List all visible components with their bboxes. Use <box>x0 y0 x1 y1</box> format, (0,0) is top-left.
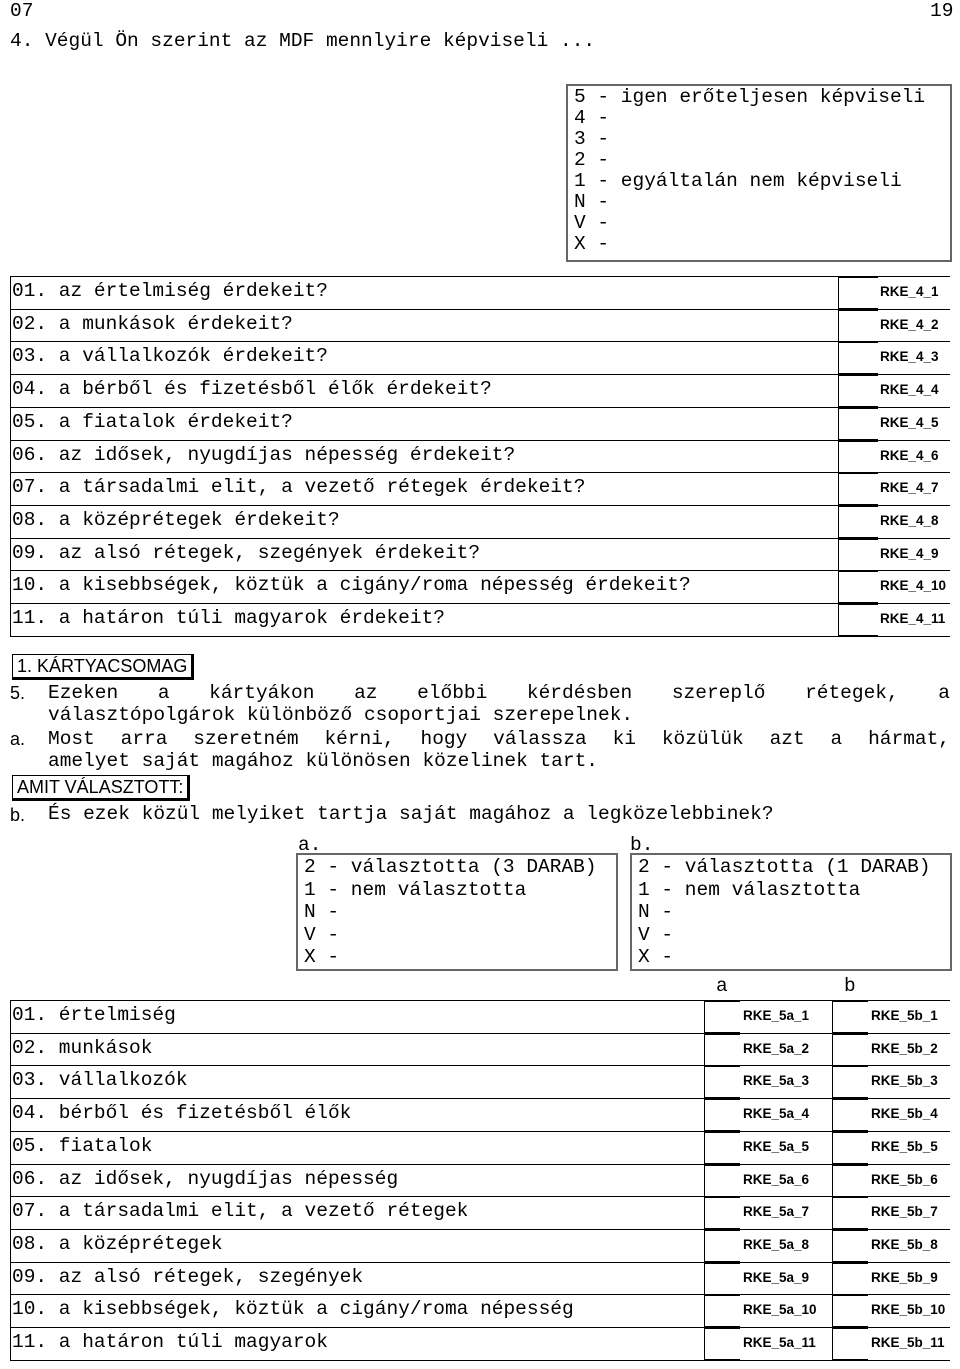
q5b-row-code: RKE_5b_11 <box>871 1335 945 1350</box>
q4-answer-cell[interactable] <box>838 604 878 636</box>
q4-row-code: RKE_4_6 <box>880 448 939 463</box>
q5a-row-code: RKE_5a_7 <box>743 1204 810 1219</box>
q5-row-label: 01. értelmiség <box>12 1004 176 1026</box>
q5b-answer-cell[interactable] <box>832 1328 868 1360</box>
q5a-line2: amelyet saját magához különösen közelinek tart. <box>48 750 598 772</box>
q5-row-label: 07. a társadalmi elit, a vezető rétegek <box>12 1200 469 1222</box>
q4-scale-option: V - <box>574 212 610 234</box>
q4-row-code: RKE_4_11 <box>880 611 946 626</box>
q5b-row-code: RKE_5b_7 <box>871 1204 938 1219</box>
q5-row-label: 10. a kisebbségek, köztük a cigány/roma népesség <box>12 1298 574 1320</box>
q5-row-divider <box>10 1065 950 1066</box>
q5-row-divider <box>10 1196 950 1197</box>
q5-row-divider <box>10 1033 950 1034</box>
q5-col-a-option: V - <box>304 923 340 946</box>
q5-row-divider <box>10 1131 950 1132</box>
q5a-answer-cell[interactable] <box>704 1034 740 1066</box>
q5-row-divider <box>10 1098 950 1099</box>
q5a-row-code: RKE_5a_4 <box>743 1106 810 1121</box>
q4-scale-option: 1 - egyáltalán nem képviseli <box>574 170 902 192</box>
q5b-prefix: b. <box>10 805 26 825</box>
q4-row-code: RKE_4_5 <box>880 415 939 430</box>
q4-scale-option: 4 - <box>574 107 610 129</box>
q5a-answer-cell[interactable] <box>704 1295 740 1327</box>
q5-row-label: 05. fiatalok <box>12 1135 153 1157</box>
q5-col-a-option: X - <box>304 946 340 968</box>
q4-row-label: 03. a vállalkozók érdekeit? <box>12 345 328 367</box>
q4-row-divider <box>10 309 950 310</box>
q4-row-label: 07. a társadalmi elit, a vezető rétegek érdekeit? <box>12 476 586 498</box>
q5-col-b-option: N - <box>638 901 674 923</box>
q5a-row-code: RKE_5a_1 <box>743 1008 810 1023</box>
q4-row-label: 04. a bérből és fizetésből élők érdekeit? <box>12 378 492 400</box>
grid-head-b: b <box>844 975 856 997</box>
q5a-answer-cell[interactable] <box>704 1197 740 1229</box>
q4-row-divider <box>10 407 950 408</box>
q5a-answer-cell[interactable] <box>704 1132 740 1164</box>
q5a-answer-cell[interactable] <box>704 1066 740 1098</box>
q4-answer-cell[interactable] <box>838 342 878 374</box>
q5a-row-code: RKE_5a_11 <box>743 1335 816 1350</box>
q4-row-divider <box>10 276 950 277</box>
question-4-title: 4. Végül Ön szerint az MDF mennlyire képviseli ... <box>10 30 596 52</box>
q5-row-divider <box>10 1294 950 1295</box>
q5-row-label: 04. bérből és fizetésből élők <box>12 1102 352 1124</box>
q4-row-code: RKE_4_8 <box>880 513 939 528</box>
q4-row-code: RKE_4_2 <box>880 317 939 332</box>
q5-col-b-option: 1 - nem választotta <box>638 878 861 901</box>
q4-row-divider <box>10 472 950 473</box>
page-number: 19 <box>930 0 954 22</box>
q4-table-bottom <box>10 636 950 637</box>
q5-col-b-option: 2 - választotta (1 DARAB) <box>638 856 931 878</box>
q5b-answer-cell[interactable] <box>832 1132 868 1164</box>
q4-row-label: 10. a kisebbségek, köztük a cigány/roma népesség érdekeit? <box>12 574 691 596</box>
q5a-row-code: RKE_5a_2 <box>743 1041 810 1056</box>
q5a-row-code: RKE_5a_5 <box>743 1139 810 1154</box>
q5b-answer-cell[interactable] <box>832 1230 868 1262</box>
q4-row-label: 01. az értelmiség érdekeit? <box>12 280 328 302</box>
q5b-row-code: RKE_5b_1 <box>871 1008 938 1023</box>
q4-table-left-edge <box>10 276 11 636</box>
q5-col-a-option: N - <box>304 901 340 923</box>
q5-col-b-option: V - <box>638 923 674 946</box>
q5-row-divider <box>10 1262 950 1263</box>
q4-row-divider <box>10 440 950 441</box>
q4-row-code: RKE_4_4 <box>880 382 939 397</box>
q5b-row-code: RKE_5b_9 <box>871 1270 938 1285</box>
q4-row-code: RKE_4_9 <box>880 546 939 561</box>
q4-row-label: 09. az alsó rétegek, szegények érdekeit? <box>12 542 481 564</box>
q4-answer-cell[interactable] <box>838 506 878 538</box>
q5-row-label: 03. vállalkozók <box>12 1069 188 1091</box>
q5b-answer-cell[interactable] <box>832 1066 868 1098</box>
q5a-row-code: RKE_5a_3 <box>743 1073 810 1088</box>
q5a-row-code: RKE_5a_6 <box>743 1172 810 1187</box>
q5a-answer-cell[interactable] <box>704 1230 740 1262</box>
q4-scale-option: 2 - <box>574 149 610 171</box>
q5-row-divider <box>10 1164 950 1165</box>
q5a-answer-cell[interactable] <box>704 1001 740 1033</box>
q5-col-b-label: b. <box>630 834 654 856</box>
q4-row-label: 06. az idősek, nyugdíjas népesség érdekeit? <box>12 444 516 466</box>
q5a-answer-cell[interactable] <box>704 1263 740 1295</box>
q4-scale-option: N - <box>574 191 610 213</box>
q5a-row-code: RKE_5a_10 <box>743 1302 817 1317</box>
q5b-answer-cell[interactable] <box>832 1099 868 1131</box>
q4-row-label: 02. a munkások érdekeit? <box>12 313 293 335</box>
q5b-row-code: RKE_5b_5 <box>871 1139 938 1154</box>
q4-row-label: 11. a határon túli magyarok érdekeit? <box>12 607 445 629</box>
q5-row-divider <box>10 1229 950 1230</box>
q5b-answer-cell[interactable] <box>832 1001 868 1033</box>
q4-answer-cell[interactable] <box>838 473 878 505</box>
q5b-row-code: RKE_5b_6 <box>871 1172 938 1187</box>
q5-number: 5. <box>10 683 26 703</box>
q4-scale-option: X - <box>574 233 610 255</box>
q5-intro-line1: Ezeken a kártyákon az előbbi kérdésben szereplő rétegek, a <box>48 682 950 704</box>
q5-row-label: 11. a határon túli magyarok <box>12 1331 328 1353</box>
grid-head-a: a <box>716 975 728 997</box>
q5-col-b-option: X - <box>638 946 674 968</box>
q5a-answer-cell[interactable] <box>704 1099 740 1131</box>
q4-row-code: RKE_4_1 <box>880 284 939 299</box>
q5b-answer-cell[interactable] <box>832 1034 868 1066</box>
q4-row-code: RKE_4_3 <box>880 349 939 364</box>
q5-row-label: 09. az alsó rétegek, szegények <box>12 1266 364 1288</box>
q5b-row-code: RKE_5b_8 <box>871 1237 938 1252</box>
q4-row-divider <box>10 570 950 571</box>
q4-answer-cell[interactable] <box>838 441 878 473</box>
q4-answer-cell[interactable] <box>838 277 878 309</box>
q4-row-code: RKE_4_10 <box>880 578 947 593</box>
q5-intro-line2: választópolgárok különböző csoportjai szerepelnek. <box>48 704 634 726</box>
q5-row-label: 08. a középrétegek <box>12 1233 223 1255</box>
q5-row-divider <box>10 1327 950 1328</box>
q5b-row-code: RKE_5b_4 <box>871 1106 938 1121</box>
q4-row-code: RKE_4_7 <box>880 480 939 495</box>
q5-row-label: 02. munkások <box>12 1037 153 1059</box>
q5b-row-code: RKE_5b_10 <box>871 1302 946 1317</box>
q5b-answer-cell[interactable] <box>832 1197 868 1229</box>
q4-answer-cell[interactable] <box>838 408 878 440</box>
q5a-answer-cell[interactable] <box>704 1165 740 1197</box>
q4-row-label: 08. a középrétegek érdekeit? <box>12 509 340 531</box>
q5b-row-code: RKE_5b_2 <box>871 1041 938 1056</box>
q5a-row-code: RKE_5a_8 <box>743 1237 810 1252</box>
q4-row-label: 05. a fiatalok érdekeit? <box>12 411 293 433</box>
q4-row-divider <box>10 603 950 604</box>
q5b-row-code: RKE_5b_3 <box>871 1073 938 1088</box>
q5a-answer-cell[interactable] <box>704 1328 740 1360</box>
q5b-answer-cell[interactable] <box>832 1165 868 1197</box>
q5-table-left-edge <box>10 1000 11 1360</box>
q5b-text: És ezek közül melyiket tartja saját magához a legközelebbinek? <box>48 803 774 825</box>
card-deck-label: 1. KÁRTYACSOMAG <box>12 654 194 680</box>
q5-col-a-label: a. <box>298 834 322 856</box>
q5-table-bottom <box>10 1360 950 1361</box>
q5a-row-code: RKE_5a_9 <box>743 1270 810 1285</box>
q4-row-divider <box>10 341 950 342</box>
q5b-answer-cell[interactable] <box>832 1295 868 1327</box>
q4-row-divider <box>10 538 950 539</box>
q5a-prefix: a. <box>10 729 26 749</box>
q4-answer-cell[interactable] <box>838 310 878 342</box>
q4-scale-option: 5 - igen erőteljesen képviseli <box>574 86 926 108</box>
q4-row-divider <box>10 374 950 375</box>
q5-col-a-option: 2 - választotta (3 DARAB) <box>304 856 597 878</box>
page-header-left: 07 <box>10 0 34 22</box>
q4-scale-option: 3 - <box>574 128 610 150</box>
amit-valasztott-label: AMIT VÁLASZTOTT: <box>12 775 190 801</box>
q4-row-divider <box>10 505 950 506</box>
q5a-line1: Most arra szeretném kérni, hogy válassza ki közülük azt a hármat, <box>48 728 950 750</box>
q4-answer-cell[interactable] <box>838 539 878 571</box>
q4-answer-cell[interactable] <box>838 375 878 407</box>
q5-row-divider <box>10 1000 950 1001</box>
q5b-answer-cell[interactable] <box>832 1263 868 1295</box>
q4-answer-cell[interactable] <box>838 571 878 603</box>
q5-row-label: 06. az idősek, nyugdíjas népesség <box>12 1168 399 1190</box>
q5-col-a-option: 1 - nem választotta <box>304 878 527 901</box>
